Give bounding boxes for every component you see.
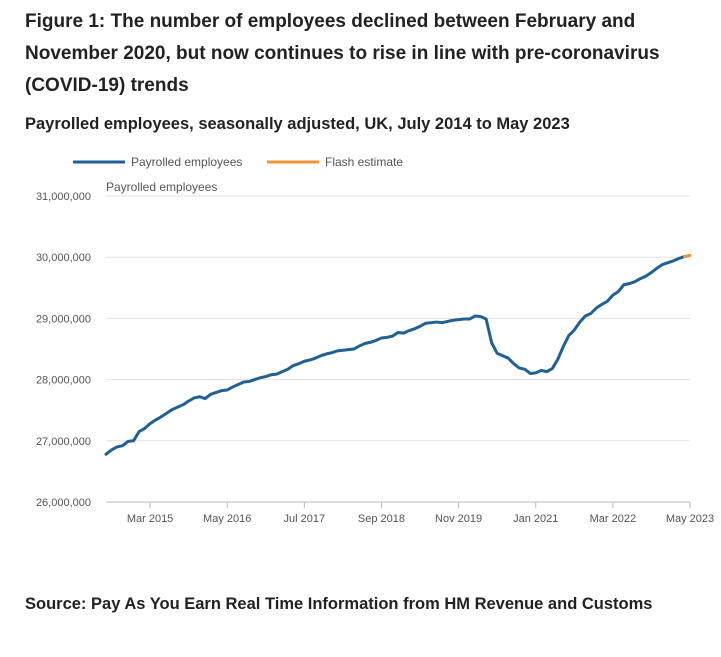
chart-subtitle: Payrolled employees, seasonally adjusted, UK, July 2014 to May 2023 <box>25 115 570 133</box>
y-axis-title: Payrolled employees <box>106 180 218 194</box>
legend-label-flash: Flash estimate <box>325 155 404 169</box>
chart-legend <box>73 155 403 169</box>
x-tick-label: May 2016 <box>203 513 252 525</box>
y-tick-label: 27,000,000 <box>35 435 91 448</box>
y-tick-label: 31,000,000 <box>35 191 91 203</box>
x-tick-label: Mar 2022 <box>589 513 637 525</box>
source-note: Source: Pay As You Earn Real Time Information from HM Revenue and Customs <box>25 595 653 613</box>
x-tick-label: May 2023 <box>665 513 715 525</box>
x-tick-label: Jan 2021 <box>513 513 559 525</box>
y-tick-label: 28,000,000 <box>35 374 91 387</box>
y-tick-label: 30,000,000 <box>35 252 91 265</box>
gridlines <box>106 196 690 502</box>
figure-title: Figure 1: The number of employees declined between February and November 2020, but now continues to rise in line with pre-coronavirus (COVID-19) trends <box>25 11 660 96</box>
x-tick-label: Sep 2018 <box>357 513 406 525</box>
y-tick-label: 26,000,000 <box>35 497 91 509</box>
series-lines <box>106 255 690 454</box>
series-line-payrolled <box>106 257 684 455</box>
x-tick-label: Nov 2019 <box>435 513 483 525</box>
y-tick-label: 29,000,000 <box>35 313 91 326</box>
x-tick-label: Mar 2015 <box>126 513 174 525</box>
y-axis <box>36 191 91 509</box>
legend-label-payrolled: Payrolled employees <box>131 155 243 169</box>
x-tick-label: Jul 2017 <box>283 513 326 525</box>
x-axis <box>127 502 714 525</box>
series-line-flash-estimate <box>684 255 690 256</box>
